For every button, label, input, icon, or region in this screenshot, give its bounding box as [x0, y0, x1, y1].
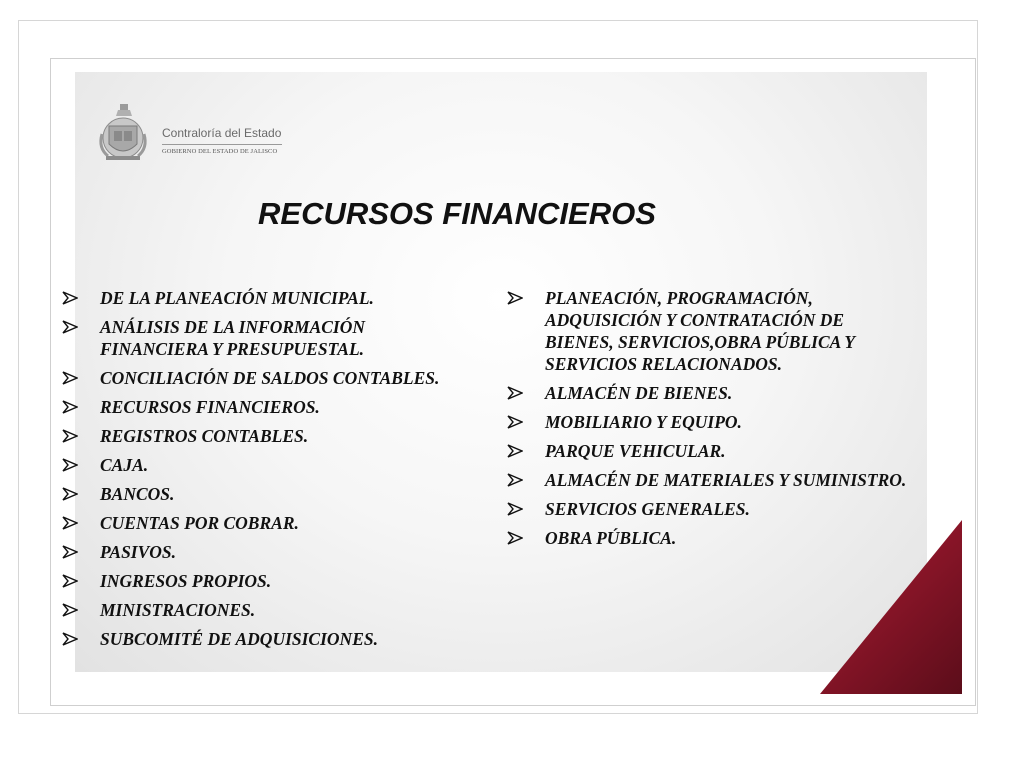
- logo-divider: [162, 144, 282, 145]
- list-item: [507, 469, 907, 491]
- list-item: [62, 541, 462, 563]
- arrow-check-bullet-icon: [62, 429, 78, 443]
- list-item: [507, 411, 907, 433]
- left-bullet-list: [62, 287, 462, 657]
- list-item-text: PARQUE VEHICULAR.: [545, 441, 726, 461]
- arrow-check-bullet-icon: [62, 458, 78, 472]
- list-item-text: DE LA PLANEACIÓN MUNICIPAL.: [100, 288, 374, 308]
- arrow-check-bullet-icon: [62, 545, 78, 559]
- slide-title: RECURSOS FINANCIEROS: [258, 196, 656, 231]
- list-item: [507, 440, 907, 462]
- list-item: [62, 396, 462, 418]
- list-item: [62, 454, 462, 476]
- header-logo: [96, 104, 296, 164]
- org-name: Contraloría del Estado: [162, 126, 282, 140]
- list-item-text: INGRESOS PROPIOS.: [100, 571, 272, 591]
- list-item: [62, 483, 462, 505]
- list-item: [62, 316, 462, 360]
- right-bullet-list: [507, 287, 907, 556]
- list-item: [507, 527, 907, 549]
- arrow-check-bullet-icon: [507, 502, 523, 516]
- arrow-check-bullet-icon: [507, 415, 523, 429]
- list-item-text: REGISTROS CONTABLES.: [100, 426, 309, 446]
- arrow-check-bullet-icon: [62, 603, 78, 617]
- list-item: [62, 599, 462, 621]
- arrow-check-bullet-icon: [507, 473, 523, 487]
- list-item-text: OBRA PÚBLICA.: [545, 528, 677, 548]
- org-subtitle: GOBIERNO DEL ESTADO DE JALISCO: [162, 148, 278, 155]
- list-item: [62, 425, 462, 447]
- arrow-check-bullet-icon: [507, 386, 523, 400]
- list-item-text: MOBILIARIO Y EQUIPO.: [545, 412, 742, 432]
- list-item: [507, 382, 907, 404]
- arrow-check-bullet-icon: [507, 531, 523, 545]
- arrow-check-bullet-icon: [507, 291, 523, 305]
- list-item: [62, 512, 462, 534]
- list-item-text: SUBCOMITÉ DE ADQUISICIONES.: [100, 629, 378, 649]
- list-item-text: RECURSOS FINANCIEROS.: [100, 397, 320, 417]
- list-item-text: CONCILIACIÓN DE SALDOS CONTABLES.: [100, 368, 440, 388]
- arrow-check-bullet-icon: [62, 632, 78, 646]
- list-item-text: ANÁLISIS DE LA INFORMACIÓN FINANCIERA Y PRESUPUESTAL.: [100, 317, 366, 359]
- list-item-text: PLANEACIÓN, PROGRAMACIÓN, ADQUISICIÓN Y CONTRATACIÓN DE BIENES, SERVICIOS,OBRA PÚBLICA Y SERVICIOS RELACIONADOS.: [545, 288, 855, 374]
- list-item-text: MINISTRACIONES.: [100, 600, 256, 620]
- arrow-check-bullet-icon: [62, 400, 78, 414]
- list-item-text: SERVICIOS GENERALES.: [545, 499, 750, 519]
- arrow-check-bullet-icon: [62, 291, 78, 305]
- arrow-check-bullet-icon: [62, 371, 78, 385]
- list-item: [507, 287, 907, 375]
- list-item: [62, 570, 462, 592]
- list-item: [62, 367, 462, 389]
- list-item: [507, 498, 907, 520]
- arrow-check-bullet-icon: [62, 320, 78, 334]
- list-item-text: PASIVOS.: [100, 542, 177, 562]
- list-item-text: ALMACÉN DE BIENES.: [545, 383, 733, 403]
- list-item-text: ALMACÉN DE MATERIALES Y SUMINISTRO.: [545, 470, 907, 490]
- jalisco-crest-icon: [96, 104, 150, 162]
- arrow-check-bullet-icon: [62, 516, 78, 530]
- arrow-check-bullet-icon: [507, 444, 523, 458]
- arrow-check-bullet-icon: [62, 574, 78, 588]
- list-item-text: CUENTAS POR COBRAR.: [100, 513, 299, 533]
- list-item-text: BANCOS.: [100, 484, 175, 504]
- list-item: [62, 628, 462, 650]
- arrow-check-bullet-icon: [62, 487, 78, 501]
- list-item-text: CAJA.: [100, 455, 149, 475]
- list-item: [62, 287, 462, 309]
